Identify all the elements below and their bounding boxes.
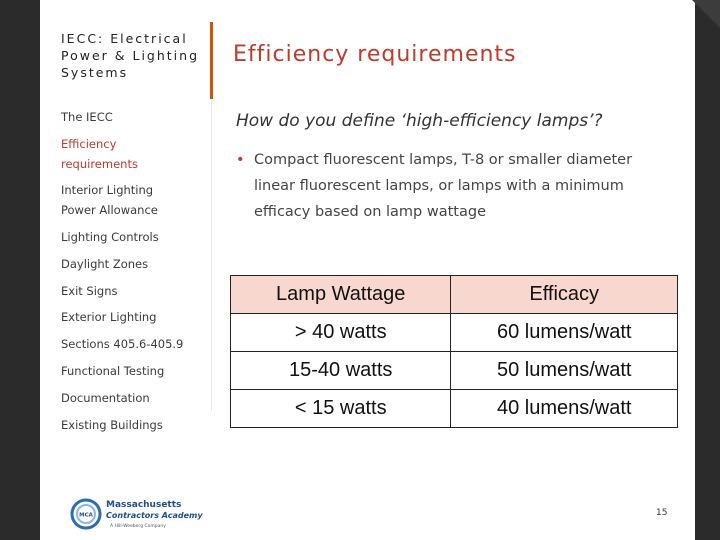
efficacy-table: [230, 275, 678, 428]
logo-line3: A Hill-Weeberg Company: [110, 524, 166, 529]
right-frame-strip: [695, 0, 720, 540]
sidebar-item-interior-lighting-power-allowance[interactable]: Interior Lighting Power Allowance: [61, 183, 158, 217]
question-text: How do you define ‘high-efficiency lamps’?: [236, 111, 603, 131]
corner-accent: [692, 0, 720, 28]
sidebar-item-efficiency-requirements[interactable]: Efficiency requirements: [61, 137, 138, 171]
table-header-row: [231, 276, 678, 314]
sidebar-item-the-iecc[interactable]: The IECC: [61, 110, 113, 124]
page-number: 15: [656, 508, 668, 518]
sidebar-item-exit-signs[interactable]: Exit Signs: [61, 284, 118, 298]
logo-line2: Contractors Academy: [106, 511, 203, 520]
table-cell-efficacy: 60 lumens/watt: [451, 314, 678, 352]
logo-badge-text: MCA: [79, 512, 93, 519]
sidebar-item-lighting-controls[interactable]: Lighting Controls: [61, 230, 159, 244]
table-cell-wattage: 15-40 watts: [231, 352, 451, 390]
academy-logo: [66, 494, 203, 534]
table-row: [231, 352, 678, 390]
header-efficacy: Efficacy: [451, 276, 678, 314]
sidebar-item-daylight-zones[interactable]: Daylight Zones: [61, 257, 149, 271]
sidebar-item-documentation[interactable]: Documentation: [61, 391, 150, 405]
left-frame-strip: [0, 0, 40, 540]
table-row: [231, 314, 678, 352]
table-cell-wattage: > 40 watts: [231, 314, 451, 352]
bullet-item: [236, 147, 676, 225]
sidebar: [61, 30, 211, 81]
sidebar-item-existing-buildings[interactable]: Existing Buildings: [61, 418, 163, 432]
header-lamp-wattage: Lamp Wattage: [231, 276, 451, 314]
bullet-text: Compact fluorescent lamps, T-8 or smaller diameter linear fluorescent lamps, or lamps with a minimum efficacy based on lamp wattage: [254, 152, 633, 220]
sidebar-item-exterior-lighting[interactable]: Exterior Lighting: [61, 310, 157, 324]
table-cell-efficacy: 40 lumens/watt: [451, 390, 678, 428]
sidebar-item-sections[interactable]: Sections 405.6-405.9: [61, 337, 184, 351]
sidebar-item-functional-testing[interactable]: Functional Testing: [61, 364, 165, 378]
page-title: Efficiency requirements: [233, 42, 517, 67]
logo-line1: Massachusetts: [106, 500, 182, 510]
table-row: [231, 390, 678, 428]
bullet-dot-icon: •: [236, 152, 245, 168]
table-cell-wattage: < 15 watts: [231, 390, 451, 428]
course-title: IECC: Electrical Power & Lighting Systems: [61, 31, 200, 80]
table-cell-efficacy: 50 lumens/watt: [451, 352, 678, 390]
accent-divider: [210, 22, 213, 99]
divider-line: [211, 99, 212, 411]
